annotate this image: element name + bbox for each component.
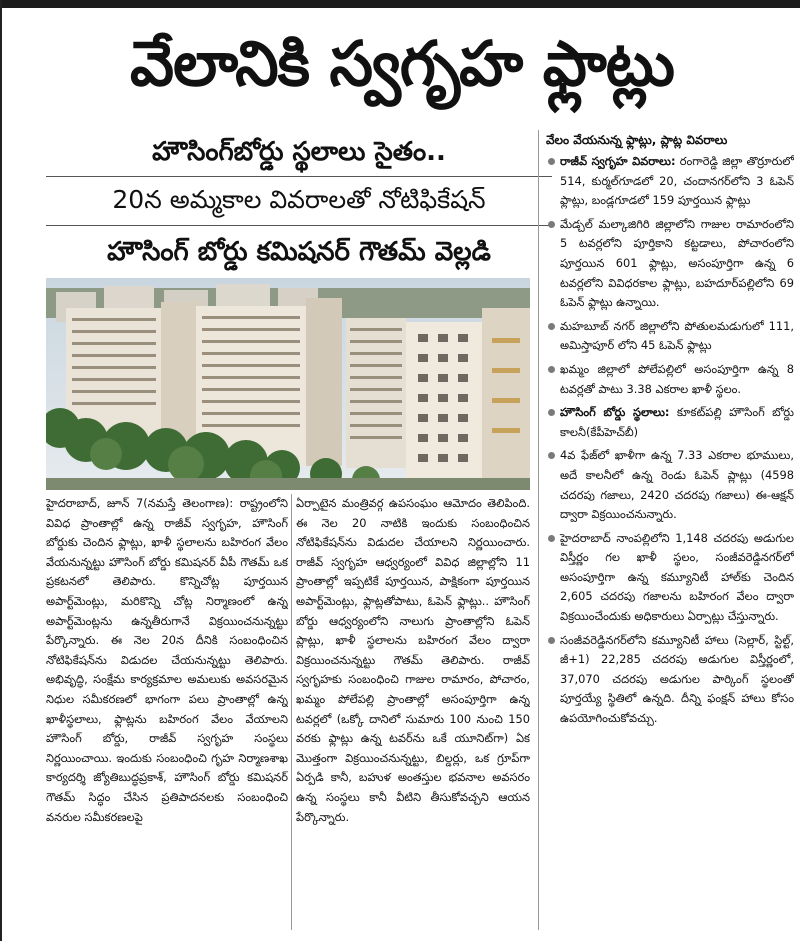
list-item — [546, 529, 794, 627]
list-item-text: హైదరాబాద్ నాంపల్లిలోని 1,148 చదరపు అడుగుల విస్తీర్ణం గల ఖాళీ స్థలం, సంజీవరెడ్డినగర్‌లో అసంపూర్తిగా ఉన్న కమ్యూనిటీ హాల్‌కు చెందిన 2,605 చదరపు గజాలను బహిరంగ వేలం ద్వారా విక్రయించేందుకు అధికారులు ఏర్పాట్లు చేస్తున్నారు. — [560, 530, 794, 624]
list-item-text: 4వ ఫేజ్‌లో ఖాళీగా ఉన్న 7.33 ఎకరాల భూములు, అదే కాలనీలో ఉన్న రెండు ఓపెన్ ప్లాట్లు (4598 చదరపు గజాలు, 2420 చదరపు గజాలు) ఈ-ఆక్షన్ ద్వారా విక్రయించనున్నారు. — [560, 448, 794, 522]
bullet-icon — [548, 221, 555, 228]
list-item-text: మేడ్చల్ మల్కాజిగిరి జిల్లాలోని గాజుల రామారంలోని 5 టవర్లలోని పూర్తికాని కట్టడాలు, పోచారంలోని పూర్తయిన 601 ఫ్లాట్లు, అసంపూర్తిగా ఉన్న 6 టవర్లలోని వివిధరకాల ఫ్లాట్లు, బహదూర్‌పల్లిలోని 69 ఓపెన్ ఫ్లాట్లు ఉన్నాయి. — [560, 216, 794, 310]
list-item — [546, 360, 794, 399]
right-column-heading: వేలం వేయనున్న ఫ్లాట్లు, ప్లాట్ల వివరాలు — [546, 133, 728, 147]
apartment-photo-illustration — [46, 278, 530, 490]
subhead-1: హౌసింగ్‌బోర్డు స్థలాలు సైతం.. — [152, 137, 446, 167]
list-item-text: రంగారెడ్డి జిల్లా తొర్రూరులో 514, కుర్మల్‌గూడలో 20, చందానగర్‌లోని 3 ఓపెన్ ఫ్లాట్లు, బండ్లగూడలో 159 పూర్తయిన ఫ్లాట్లు — [560, 154, 794, 208]
column-divider-1 — [291, 494, 292, 930]
list-item-text: సంజీవరెడ్డినగర్‌లోని కమ్యూనిటీ హాలు (సెల్లార్, స్టిల్ట్, జీ+1) 22,285 చదరపు అడుగుల విస్తీర్ణంలో, 37,070 చదరపు అడుగుల పార్కింగ్ స్థలంతో పూర్తయ్యే స్థితిలో ఉన్నది. దీన్ని ఫంక్షన్ హాలు కోసం ఉపయోగించుకోవచ్చు. — [560, 632, 794, 726]
list-item — [546, 152, 794, 211]
middle-column-text: ఏర్పాటైన మంత్రివర్గ ఉపసంఘం ఆమోదం తెలిపింది. ఈ నెల 20 నాటికి ఇందుకు సంబంధించిన నోటిఫికేషన్‌ను విడుదల చేయాలని నిర్ణయించారు. రాజీవ్ స్వగృహ ఆధ్వర్యంలో వివిధ జిల్లాల్లోని 11 ప్రాంతాల్లో ఇప్పటికే పూర్తయిన, పాక్షికంగా పూర్తయిన అపార్ట్‌మెంట్లు, ఫ్లాట్లతోపాటు, ఓపెన్ ఫ్లాట్లు.. హౌసింగ్ బోర్డు ఆధ్వర్యంలోని నాలుగు ప్రాంతాల్లోని ఓపెన్ ప్లాట్లు, ఖాళీ స్థలాలను బహిరంగ వేలం ద్వారా విక్రయించనున్నట్టు గౌతమ్ తెలిపారు. రాజీవ్ స్వగృహకు సంబంధించి గాజుల రామారం, పోచారం, ఖమ్మం పోలేపల్లి ప్రాంతాల్లో అసంపూర్తిగా ఉన్న టవర్లలో (ఒక్కో దానిలో సుమారు 100 నుంచి 150 వరకు ఫ్లాట్లు ఉన్న టవర్‌ను ఒకే యూనిట్‌గా) ఏక మొత్తంగా విక్రయించనున్నట్టు, బిల్డర్లు, ఒక గ్రూప్‌గా ఏర్పడి కానీ, బహుళ అంతస్తుల భవనాల అవసరం ఉన్న సంస్థలు కానీ వీటిని తీసుకోవచ్చని ఆయన పేర్కొన్నారు. — [296, 496, 530, 824]
bullet-icon — [548, 366, 555, 373]
article-left-column — [46, 494, 288, 934]
article-middle-column — [296, 494, 530, 934]
list-item — [546, 631, 794, 729]
bullet-icon — [548, 323, 555, 330]
subhead-2: 20న అమ్మకాల వివరాలతో నోటిఫికేషన్ — [112, 185, 486, 214]
bullet-icon — [548, 535, 555, 542]
subhead-rule-2 — [46, 225, 552, 226]
column-divider-2 — [538, 130, 539, 930]
list-item — [546, 215, 794, 313]
subhead-3: హౌసింగ్ బోర్డు కమిషనర్ గౌతమ్ వెల్లడి — [107, 237, 491, 267]
bullet-icon — [548, 409, 555, 416]
list-item — [546, 403, 794, 442]
list-item-text: కూకట్‌పల్లి హౌసింగ్ బోర్డు కాలనీ(కేపీహెచ్‌బీ) — [560, 405, 794, 439]
list-item-label: హౌసింగ్ బోర్డు స్థలాలు: — [560, 405, 670, 420]
list-item-label: రాజీవ్ స్వగృహ వివరాలు: — [560, 154, 676, 168]
left-column-text: హైదరాబాద్, జూన్ 7(నమస్తే తెలంగాణ): రాష్ట్రంలోని వివిధ ప్రాంతాల్లో ఉన్న రాజీవ్ స్వగృహ, హౌసింగ్ బోర్డుకు చెందిన ఫ్లాట్లు, ఖాళీ స్థలాలను బహిరంగ వేలం వేయనున్నట్టు హౌసింగ్ బోర్డు కమిషనర్ వీపీ గౌతమ్ ఒక ప్రకటనలో తెలిపారు. కొన్నిచోట్ల పూర్తయిన అపార్ట్‌మెంట్లు, మరికొన్ని చోట్ల నిర్మాణంలో ఉన్న అపార్ట్‌మెంట్లను ఉన్నతీరుగానే విక్రయించనున్నట్టు పేర్కొన్నారు. ఈ నెల 20న దీనికి సంబంధించిన నోటిఫికేషన్‌ను విడుదల చేయనున్నట్టు తెలిపారు. అభివృద్ధి, సంక్షేమ కార్యక్రమాల అమలుకు అవసరమైన నిధుల సమీకరణలో భాగంగా పలు ప్రాంతాల్లో ఉన్న ఖాళీస్థలాలు, ఫ్లాట్లను బహిరంగ వేలం వేయాలని హౌసింగ్ బోర్డు, రాజీవ్ స్వగృహ సంస్థలు నిర్ణయించాయి. ఇందుకు సంబంధించి గృహ నిర్మాణశాఖ కార్యదర్శి జ్యోతిబుద్ధప్రకాశ్, హౌసింగ్ బోర్డు కమిషనర్ గౌతమ్ సిద్ధం చేసిన ప్రతిపాదనలకు సంబంధించి వనరుల సమీకరణలపై — [46, 496, 288, 824]
list-item-text: మహబూబ్ నగర్ జిల్లాలోని పోతులమడుగులో 111, అమిస్తాపూర్ లోని 45 ఓపెన్ ఫ్లాట్లు — [560, 318, 794, 353]
list-item — [546, 446, 794, 524]
bullet-icon — [548, 158, 555, 165]
bullet-icon — [548, 452, 555, 459]
bullet-icon — [548, 637, 555, 644]
headline: వేలానికి స్వగృహ ఫ్లాట్లు — [130, 27, 674, 100]
apartment-photo — [46, 278, 530, 490]
subhead-rule-1 — [46, 176, 552, 177]
list-item — [546, 317, 794, 356]
top-strip — [2, 0, 800, 8]
list-item-text: ఖమ్మం జిల్లాలో పోలేపల్లిలో అసంపూర్తిగా ఉన్న 8 టవర్లతో పాటు 3.38 ఎకరాల ఖాళీ స్థలం. — [560, 361, 794, 396]
article-right-column — [546, 130, 794, 935]
